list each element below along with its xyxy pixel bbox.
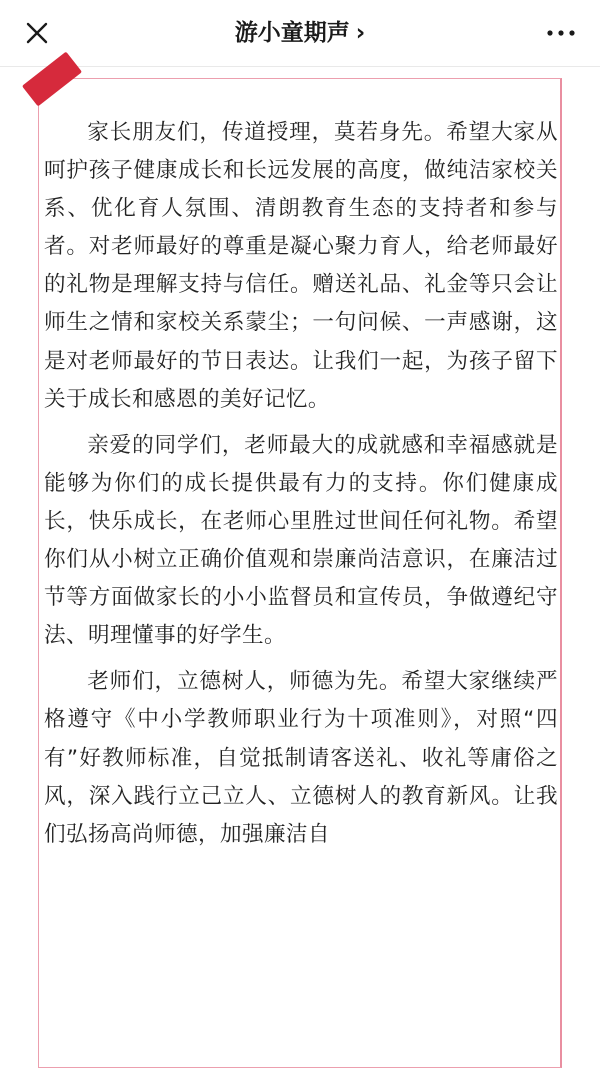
more-options-button[interactable]	[544, 21, 578, 45]
account-title[interactable]	[0, 17, 600, 49]
paragraph-parents: 家长朋友们，传道授理，莫若身先。希望大家从呵护孩子健康成长和长远发展的高度，做纯洁家校关系、优化育人氛围、清朗教育生态的支持者和参与者。对老师最好的尊重是凝心聚力育人，给老师最好的礼物是理解支持与信任。赠送礼品、礼金等只会让师生之情和家校关系蒙尘；一句问候、一声感谢，这是对老师最好的节日表达。让我们一起，为孩子留下关于成长和感恩的美好记忆。	[44, 120, 558, 412]
top-navigation-bar	[0, 0, 600, 67]
article-body	[44, 114, 558, 862]
paragraph-teachers: 老师们，立德树人，师德为先。希望大家继续严格遵守《中小学教师职业行为十项准则》，对照“四有”好教师标准，自觉抵制请客送礼、收礼等庸俗之风，深入践行立己立人、立德树人的教育新风。让我们弘扬高尚师德，加强廉洁自	[44, 669, 558, 847]
paragraph-students: 亲爱的同学们，老师最大的成就感和幸福感就是能够为你们的成长提供最有力的支持。你们健康成长，快乐成长，在老师心里胜过世间任何礼物。希望你们从小树立正确价值观和崇廉尚洁意识，在廉洁过节等方面做家长的小小监督员和宣传员，争做遵纪守法、明理懂事的好学生。	[44, 432, 558, 649]
page-title: 游小童期声	[234, 20, 350, 46]
chevron-right-icon: ›	[355, 20, 366, 46]
more-icon	[544, 21, 578, 45]
